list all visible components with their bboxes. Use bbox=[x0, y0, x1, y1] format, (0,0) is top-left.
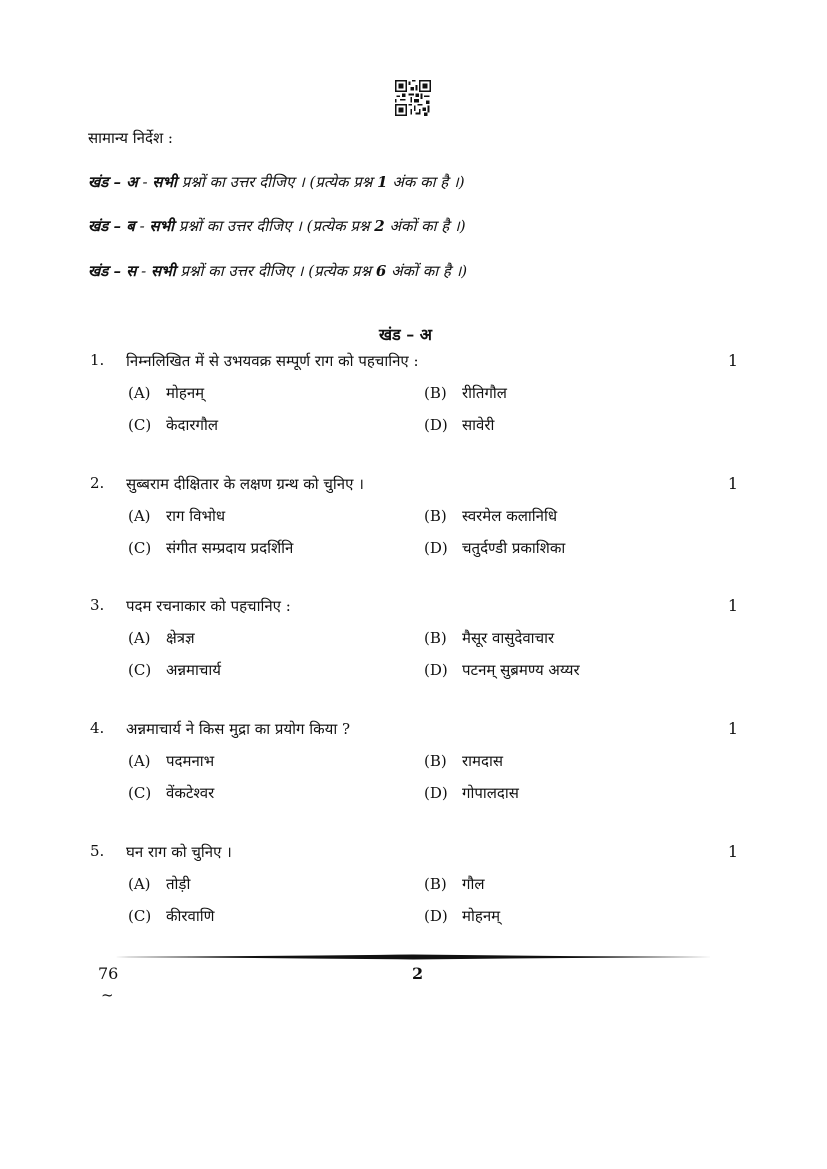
option-label: (B) bbox=[424, 384, 447, 402]
section-label: खंड – ब bbox=[88, 217, 135, 235]
question-number: 2. bbox=[90, 474, 105, 492]
question-marks: 1 bbox=[727, 596, 738, 615]
question-item bbox=[88, 596, 740, 696]
instruction-text: प्रश्नों का उत्तर दीजिए । (प्रत्येक प्रश्न bbox=[181, 173, 373, 191]
option-label: (C) bbox=[128, 784, 152, 802]
section-label: खंड – स bbox=[88, 262, 137, 280]
marks-unit: अंकों का है ।) bbox=[389, 217, 466, 235]
option-text: मोहनम् bbox=[166, 384, 205, 402]
option-label: (D) bbox=[424, 539, 448, 557]
option-label: (C) bbox=[128, 907, 152, 925]
option-label: (D) bbox=[424, 661, 448, 679]
question-marks: 1 bbox=[727, 719, 738, 738]
option-d bbox=[424, 783, 519, 803]
option-d bbox=[424, 660, 580, 680]
option-c bbox=[128, 660, 221, 680]
question-item bbox=[88, 351, 740, 451]
option-c bbox=[128, 783, 214, 803]
question-item bbox=[88, 719, 740, 819]
option-label: (A) bbox=[128, 507, 151, 525]
option-b bbox=[424, 874, 485, 894]
question-number: 1. bbox=[90, 351, 105, 369]
option-a bbox=[128, 628, 195, 648]
option-text: स्वरमेल कलानिधि bbox=[462, 507, 558, 525]
instruction-line: खंड – अ - सभी प्रश्नों का उत्तर दीजिए । (प्रत्येक प्रश्न 1 अंक का है ।) bbox=[88, 173, 465, 191]
option-text: मैसूर वासुदेवाचार bbox=[462, 629, 555, 647]
option-label: (A) bbox=[128, 629, 151, 647]
option-label: (D) bbox=[424, 416, 448, 434]
option-text: कीरवाणि bbox=[166, 907, 215, 925]
instruction-text: प्रश्नों का उत्तर दीजिए । (प्रत्येक प्रश्न bbox=[180, 262, 372, 280]
option-label: (B) bbox=[424, 875, 447, 893]
option-text: चतुर्दण्डी प्रकाशिका bbox=[462, 539, 566, 557]
option-text: रामदास bbox=[462, 752, 503, 770]
tilde-mark: ~ bbox=[101, 986, 114, 1004]
option-b bbox=[424, 383, 507, 403]
option-b bbox=[424, 506, 557, 526]
marks-value: 6 bbox=[375, 262, 387, 280]
option-label: (C) bbox=[128, 661, 152, 679]
option-text: गौल bbox=[462, 875, 485, 893]
option-d bbox=[424, 415, 494, 435]
marks-unit: अंकों का है ।) bbox=[391, 262, 468, 280]
instruction-line: खंड – स - सभी प्रश्नों का उत्तर दीजिए । (प्रत्येक प्रश्न 6 अंकों का है ।) bbox=[88, 262, 468, 280]
option-label: (D) bbox=[424, 784, 448, 802]
option-label: (B) bbox=[424, 507, 447, 525]
qr-code bbox=[395, 80, 431, 116]
instruction-text: प्रश्नों का उत्तर दीजिए । (प्रत्येक प्रश्न bbox=[178, 217, 370, 235]
question-item bbox=[88, 474, 740, 574]
question-number: 5. bbox=[90, 842, 105, 860]
option-text: राग विभोध bbox=[166, 507, 226, 525]
question-text: घन राग को चुनिए । bbox=[126, 843, 232, 861]
option-text: अन्नमाचार्य bbox=[166, 661, 221, 679]
option-a bbox=[128, 751, 214, 771]
option-text: क्षेत्रज्ञ bbox=[166, 629, 195, 647]
option-c bbox=[128, 415, 218, 435]
option-label: (C) bbox=[128, 539, 152, 557]
option-label: (A) bbox=[128, 875, 151, 893]
option-text: पदमनाभ bbox=[166, 752, 215, 770]
all-keyword: सभी bbox=[152, 173, 177, 191]
question-marks: 1 bbox=[727, 842, 738, 861]
option-text: केदारगौल bbox=[166, 416, 219, 434]
option-text: पटनम् सुब्रमण्य अय्यर bbox=[462, 661, 580, 679]
option-label: (B) bbox=[424, 752, 447, 770]
option-text: तोड़ी bbox=[166, 875, 191, 893]
option-c bbox=[128, 538, 293, 558]
question-marks: 1 bbox=[727, 351, 738, 370]
option-a bbox=[128, 874, 190, 894]
option-b bbox=[424, 751, 503, 771]
question-text: अन्नमाचार्य ने किस मुद्रा का प्रयोग किया ? bbox=[126, 720, 351, 738]
option-text: रीतिगौल bbox=[462, 384, 507, 402]
instruction-line: खंड – ब - सभी प्रश्नों का उत्तर दीजिए । (प्रत्येक प्रश्न 2 अंकों का है ।) bbox=[88, 217, 466, 235]
marks-value: 2 bbox=[374, 217, 385, 235]
section-heading: खंड – अ bbox=[379, 325, 433, 344]
option-label: (D) bbox=[424, 907, 448, 925]
option-label: (C) bbox=[128, 416, 152, 434]
section-label: खंड – अ bbox=[88, 173, 138, 191]
option-d bbox=[424, 906, 500, 926]
option-a bbox=[128, 506, 225, 526]
option-text: गोपालदास bbox=[462, 784, 519, 802]
option-label: (B) bbox=[424, 629, 447, 647]
option-text: सावेरी bbox=[462, 416, 495, 434]
general-instructions-title: सामान्य निर्देश : bbox=[88, 129, 173, 147]
all-keyword: सभी bbox=[151, 262, 176, 280]
marks-value: 1 bbox=[377, 173, 388, 191]
question-marks: 1 bbox=[727, 474, 738, 493]
footer-divider bbox=[115, 953, 712, 961]
question-item bbox=[88, 842, 740, 942]
option-b bbox=[424, 628, 554, 648]
question-number: 4. bbox=[90, 719, 105, 737]
option-text: मोहनम् bbox=[462, 907, 501, 925]
paper-code: 76 bbox=[98, 964, 119, 983]
question-number: 3. bbox=[90, 596, 105, 614]
question-text: पदम रचनाकार को पहचानिए : bbox=[126, 597, 291, 615]
option-text: संगीत सम्प्रदाय प्रदर्शिनि bbox=[166, 539, 294, 557]
page-number: 2 bbox=[412, 964, 424, 983]
question-text: सुब्बराम दीक्षितार के लक्षण ग्रन्थ को चुनिए । bbox=[126, 475, 364, 493]
option-label: (A) bbox=[128, 384, 151, 402]
question-text: निम्नलिखित में से उभयवक्र सम्पूर्ण राग को पहचानिए : bbox=[126, 352, 419, 370]
option-text: वेंकटेश्वर bbox=[166, 784, 215, 802]
option-d bbox=[424, 538, 565, 558]
option-c bbox=[128, 906, 215, 926]
all-keyword: सभी bbox=[149, 217, 175, 235]
option-label: (A) bbox=[128, 752, 151, 770]
marks-unit: अंक का है ।) bbox=[392, 173, 465, 191]
option-a bbox=[128, 383, 204, 403]
